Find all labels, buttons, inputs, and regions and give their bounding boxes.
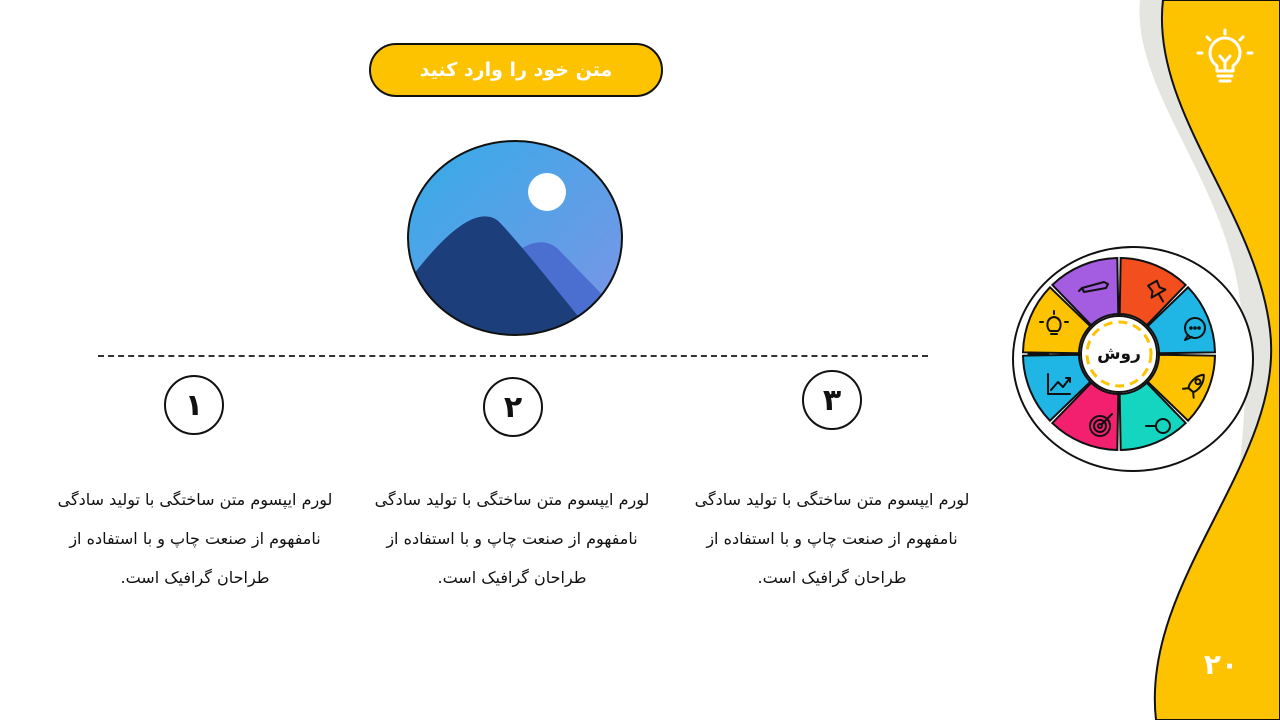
step-text-2: لورم ایپسوم متن ساختگی با تولید سادگی نامفهوم از صنعت چاپ و با استفاده از طراحان گرافیک است.	[374, 490, 650, 587]
lightbulb-icon	[1196, 28, 1254, 86]
step-number-2	[483, 377, 543, 437]
step-text-3: لورم ایپسوم متن ساختگی با تولید سادگی نامفهوم از صنعت چاپ و با استفاده از طراحان گرافیک است.	[694, 490, 970, 587]
step-number-label: ۲	[503, 389, 523, 425]
page-number: ۲۰	[1203, 648, 1239, 681]
timeline-dashed-line	[98, 355, 928, 357]
step-number-3	[802, 370, 862, 430]
wheel-center-label: روش	[1097, 344, 1141, 364]
step-number-1	[164, 375, 224, 435]
page-title: متن خود را وارد کنید	[419, 59, 613, 81]
step-number-label: ۳	[822, 382, 842, 418]
step-number-label: ۱	[184, 387, 204, 423]
step-text-1: لورم ایپسوم متن ساختگی با تولید سادگی نامفهوم از صنعت چاپ و با استفاده از طراحان گرافیک است.	[57, 490, 333, 587]
title-pill	[369, 43, 663, 97]
image-placeholder-icon	[407, 140, 623, 336]
